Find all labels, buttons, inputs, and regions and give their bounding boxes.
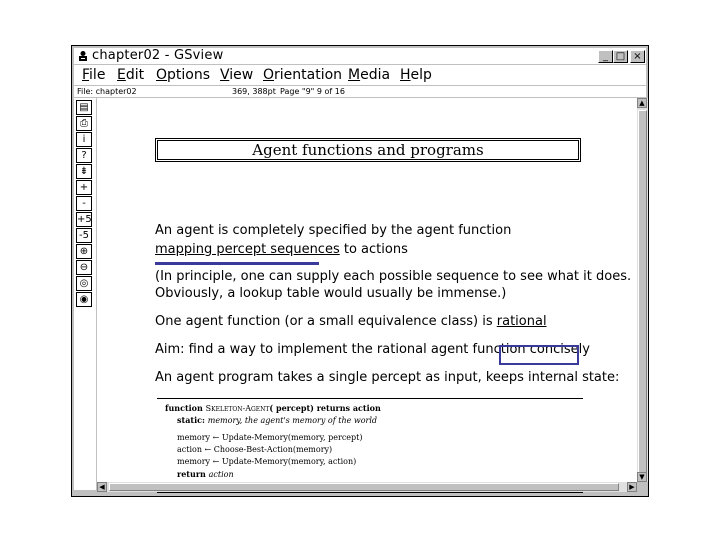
title-bar[interactable] — [74, 48, 646, 64]
forward-5-icon[interactable]: +5 — [77, 214, 92, 225]
find-next-icon[interactable]: ◉ — [76, 292, 92, 307]
blue-highlight-box — [499, 345, 579, 365]
print-icon[interactable]: ⎙ — [76, 116, 92, 131]
code-line-6 — [177, 468, 234, 481]
vertical-toolbar — [74, 98, 96, 490]
menu-media-label: edia — [360, 67, 391, 83]
horizontal-scroll-thumb[interactable] — [109, 483, 619, 491]
slide-title: Agent functions and programs — [157, 140, 579, 160]
menu-edit-label: dit — [125, 67, 145, 83]
back-5-icon[interactable]: -5 — [76, 228, 92, 243]
code-bottom-rule — [157, 492, 583, 493]
slide-title-box — [155, 138, 581, 162]
zoom-out-icon[interactable]: ⊖ — [76, 260, 92, 275]
static-keyword: static: — [177, 415, 208, 425]
status-coords: 369, 388pt — [232, 87, 276, 96]
menu-help[interactable] — [400, 66, 432, 84]
return-keyword: return — [177, 469, 209, 479]
menu-bar — [74, 65, 646, 85]
paragraph-5: An agent program takes a single percept as input, keeps internal state: — [155, 370, 620, 385]
static-decl: memory, the agent's memory of the world — [207, 416, 378, 425]
status-bar — [74, 86, 646, 97]
menu-file-accel: F — [82, 67, 90, 83]
goto-page-icon[interactable]: ⇟ — [76, 164, 92, 179]
menu-orientation[interactable] — [263, 66, 342, 84]
horizontal-scrollbar[interactable] — [97, 482, 637, 492]
menu-edit[interactable] — [117, 66, 144, 84]
find-icon[interactable]: ◎ — [76, 276, 92, 291]
vertical-scrollbar[interactable] — [637, 98, 648, 482]
menu-view-accel: V — [220, 67, 230, 83]
menu-media[interactable] — [348, 66, 390, 84]
menu-help-accel: H — [400, 67, 411, 83]
paragraph-2-line-1: (In principle, one can supply each possible sequence to see what it does. — [155, 269, 632, 284]
paragraph-3-text: One agent function (or a small equivalence class) is — [155, 314, 497, 329]
menu-view[interactable] — [220, 66, 253, 84]
scroll-right-icon[interactable]: ▶ — [627, 482, 637, 492]
code-line-5: memory ← Update-Memory(memory, action) — [177, 457, 357, 466]
menu-orientation-label: rientation — [274, 67, 343, 83]
code-top-rule — [157, 398, 583, 399]
code-line-4: action ← Choose-Best-Action(memory) — [177, 445, 333, 454]
menu-media-accel: M — [348, 67, 361, 83]
blue-highlight-underline — [155, 262, 319, 265]
to-actions-text: to actions — [339, 242, 408, 257]
menu-edit-accel: E — [117, 67, 126, 83]
vertical-scroll-thumb[interactable] — [638, 110, 647, 482]
function-name: Skeleton-Agent — [205, 404, 270, 413]
close-button[interactable]: × — [630, 50, 645, 63]
paragraph-1-line-2 — [155, 241, 408, 258]
rational-text: rational — [496, 314, 547, 329]
status-file: File: chapter02 — [77, 87, 137, 96]
maximize-button[interactable]: □ — [613, 50, 628, 63]
concisely-text: concisely — [529, 342, 590, 357]
code-line-3: memory ← Update-Memory(memory, percept) — [177, 433, 363, 442]
paragraph-1-line-1: An agent is completely specified by the agent function — [155, 223, 512, 238]
info-icon[interactable]: i — [76, 132, 92, 147]
window-title: chapter02 - GSview — [92, 48, 224, 63]
document-viewport[interactable] — [97, 98, 637, 482]
menu-file[interactable] — [82, 66, 105, 84]
code-line-2 — [177, 414, 377, 427]
menu-view-label: iew — [229, 67, 254, 83]
prev-page-icon[interactable]: - — [76, 196, 92, 211]
gsview-window — [71, 45, 649, 497]
help-icon[interactable]: ? — [76, 148, 92, 163]
scroll-left-icon[interactable]: ◀ — [97, 482, 107, 492]
menu-options-accel: O — [156, 67, 168, 83]
menu-help-label: elp — [410, 67, 432, 83]
status-page: Page "9" 9 of 16 — [280, 87, 345, 96]
gsview-app-icon[interactable] — [77, 50, 89, 62]
paragraph-2-line-2: Obviously, a lookup table would usually be immense.) — [155, 286, 507, 301]
return-value: action — [208, 470, 234, 479]
open-icon[interactable]: ▤ — [76, 100, 92, 115]
menu-options-label: ptions — [167, 67, 211, 83]
mapping-percept-sequences-text: mapping percept sequences — [155, 242, 340, 257]
zoom-in-icon[interactable]: ⊕ — [76, 244, 92, 259]
paragraph-3 — [155, 313, 547, 330]
scroll-down-icon[interactable]: ▼ — [637, 472, 647, 482]
paragraph-4-text: Aim: find a way to implement the rational agent function — [155, 342, 530, 357]
scroll-up-icon[interactable]: ▲ — [637, 98, 647, 108]
minimize-button[interactable]: _ — [598, 50, 613, 63]
menu-orientation-accel: O — [263, 67, 275, 83]
menu-options[interactable] — [156, 66, 210, 84]
next-page-icon[interactable]: + — [76, 180, 92, 195]
function-keyword: function — [165, 403, 206, 413]
menu-file-label: ile — [89, 67, 106, 83]
function-signature: ( percept) returns action — [269, 403, 381, 413]
